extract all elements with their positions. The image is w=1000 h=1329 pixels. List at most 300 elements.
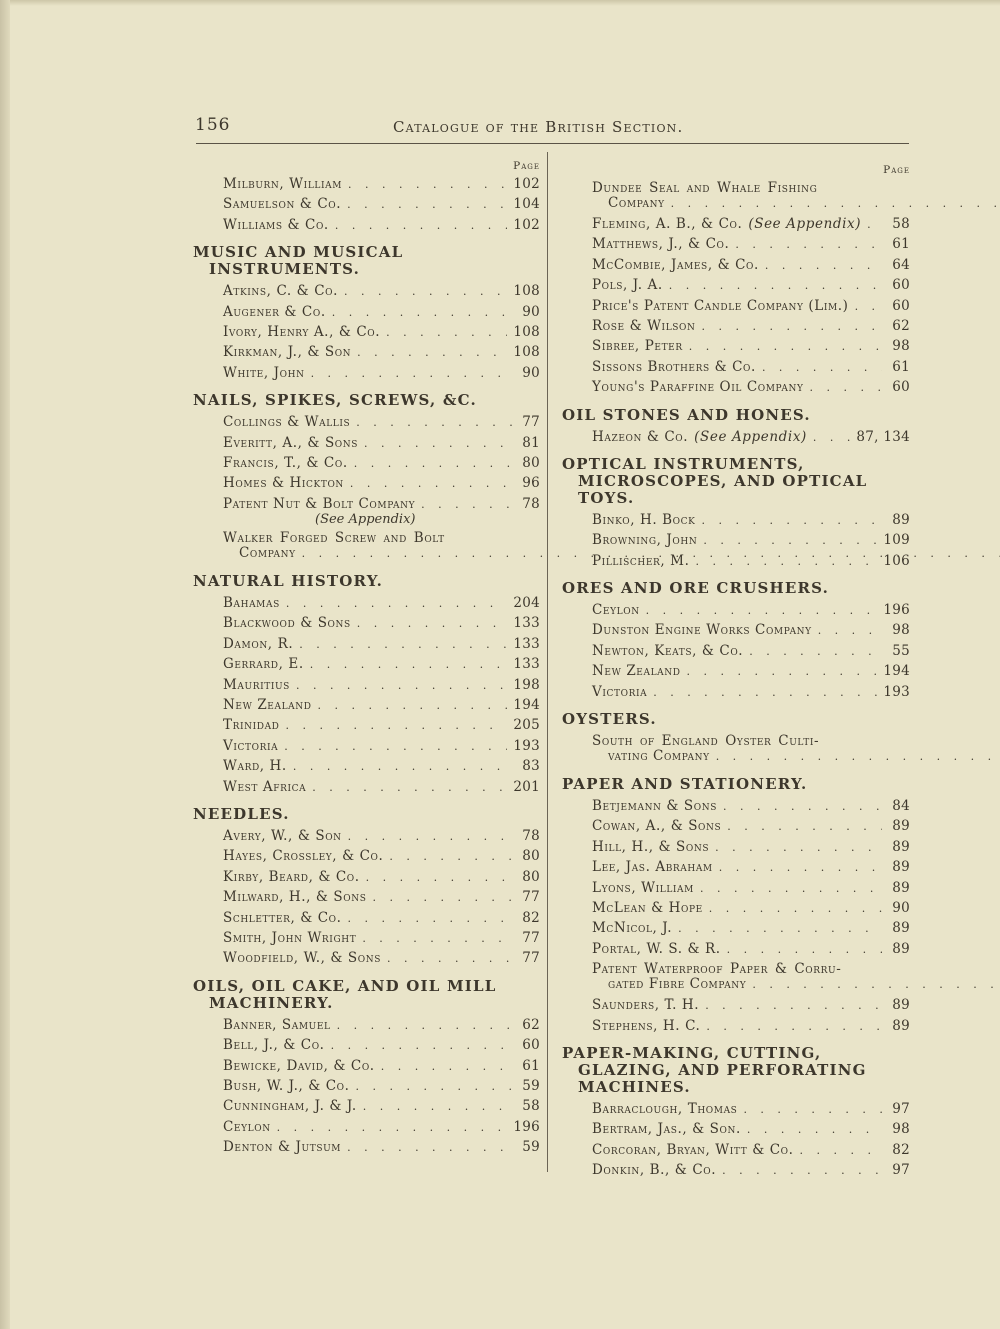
index-section (193, 978, 540, 1158)
entry-name: New Zealand (592, 663, 681, 680)
leader-dots (286, 716, 508, 736)
index-entry (193, 412, 540, 432)
entry-name-continuation: gated Fibre Company (608, 976, 747, 993)
index-entry (562, 296, 910, 316)
index-entry (562, 214, 910, 234)
leader-dots (372, 888, 512, 908)
entry-page: 82 (892, 1141, 910, 1158)
entry-page: 204 (513, 595, 540, 612)
entry-name: Everitt, A., & Sons (223, 434, 359, 451)
entry-name: Trinidad (223, 717, 280, 734)
entry-name: Mauritius (223, 676, 290, 693)
entry-page: 96 (522, 475, 540, 492)
index-entry (562, 377, 910, 397)
leader-dots (364, 434, 512, 454)
entry-page: 133 (513, 615, 540, 632)
index-entry (193, 846, 540, 866)
entry-name: Dundee Seal and Whale Fishing (592, 180, 818, 196)
index-entry (562, 600, 910, 620)
entry-name: Ivory, Henry A., & Co. (223, 323, 381, 340)
index-entry (562, 837, 910, 857)
index-entry (562, 1119, 910, 1139)
entry-page: 98 (892, 622, 910, 639)
entry-page: 109 (883, 532, 910, 549)
index-entry (562, 1160, 910, 1180)
section-heading: PAPER AND STATIONERY. (562, 775, 808, 794)
entry-page: 201 (513, 778, 540, 795)
leader-dots (743, 1100, 882, 1120)
entry-name: Ward, H. (223, 758, 287, 775)
index-entry (562, 178, 910, 214)
entry-name: Bewicke, David, & Co. (223, 1057, 375, 1074)
leader-dots (310, 655, 508, 675)
entry-page: 77 (522, 929, 540, 946)
entry-page: 89 (892, 838, 910, 855)
index-entry (193, 433, 540, 453)
leader-dots (727, 940, 882, 960)
index-entry (193, 908, 540, 928)
entry-name: Lyons, William (592, 879, 694, 896)
index-entry (562, 427, 910, 447)
entry-name: Sibree, Peter (592, 338, 683, 355)
index-entry (193, 654, 540, 674)
entry-page: 194 (883, 663, 910, 680)
entry-page: 98 (892, 1121, 910, 1138)
entry-page: 83 (522, 758, 540, 775)
entry-page: 97 (892, 1100, 910, 1117)
entry-note: (See Appendix) (748, 216, 862, 232)
index-entry (562, 796, 910, 816)
entry-name: Atkins, C. & Co. (223, 283, 338, 300)
leader-dots (719, 858, 882, 878)
entry-page: 61 (892, 358, 910, 375)
index-entry (562, 918, 910, 938)
section-heading: OPTICAL INSTRUMENTS, MICROSCOPES, AND OPTICAL TOYS. (562, 454, 868, 507)
index-entry (193, 1096, 540, 1116)
index-section (193, 573, 540, 797)
entry-name: Bahamas (223, 595, 280, 612)
leader-dots (646, 601, 878, 621)
entry-page: 193 (513, 737, 540, 754)
leader-dots (689, 337, 882, 357)
entry-name: Dunston Engine Works Company (592, 622, 812, 639)
index-entry (193, 302, 540, 322)
section-heading: NAILS, SPIKES, SCREWS, &C. (193, 391, 477, 410)
entry-page: 82 (522, 909, 540, 926)
entry-page: 60 (522, 1037, 540, 1054)
index-entry (562, 661, 910, 681)
page-edge (0, 0, 10, 1329)
page-label: Page (513, 160, 540, 172)
entry-name-block (592, 734, 1000, 764)
leader-dots (765, 256, 882, 276)
leader-dots (381, 1057, 512, 1077)
entry-page: 60 (892, 277, 910, 294)
header-rule (196, 143, 909, 144)
entry-page: 60 (892, 297, 910, 314)
leader-dots (705, 996, 882, 1016)
entry-page: 59 (522, 1077, 540, 1094)
index-section (562, 776, 910, 1036)
index-entry (562, 939, 910, 959)
entry-name: South of England Oyster Culti- (592, 733, 820, 750)
index-entry (562, 620, 910, 640)
leader-dots (293, 757, 512, 777)
index-section (562, 711, 910, 767)
leader-dots (669, 276, 882, 296)
column-divider (547, 152, 548, 1172)
entry-name: Bertram, Jas., & Son. (592, 1121, 741, 1138)
leader-dots (389, 847, 512, 867)
entry-page: 102 (513, 216, 540, 233)
leader-dots (350, 474, 512, 494)
entry-name: Walker Forged Screw and Bolt (223, 530, 445, 547)
index-entry (193, 1056, 540, 1076)
entry-page: 193 (883, 683, 910, 700)
entry-name-continuation: Company (239, 545, 296, 562)
entry-page: 90 (522, 303, 540, 320)
leader-dots (347, 1138, 512, 1158)
entry-name: Milward, H., & Sons (223, 889, 367, 906)
index-entry (193, 887, 540, 907)
entry-name: Woodfield, W., & Sons (223, 950, 381, 967)
entry-name: Betjemann & Sons (592, 798, 718, 815)
entry-name: Avery, W., & Son (223, 827, 342, 844)
entry-name: Francis, T., & Co. (223, 454, 348, 471)
entry-name: Patent Waterproof Paper & Corru- (592, 961, 842, 978)
index-entry (193, 363, 540, 383)
leader-dots (700, 879, 882, 899)
leader-dots (687, 662, 878, 682)
entry-page: 77 (522, 889, 540, 906)
entry-name: Samuelson & Co. (223, 196, 342, 213)
leader-dots (702, 317, 882, 337)
entry-page: 78 (522, 827, 540, 844)
page-number: 156 (195, 115, 231, 135)
page-label: Page (883, 164, 910, 176)
entry-name: Ceylon (592, 602, 640, 619)
leader-dots (348, 909, 512, 929)
index-entry (562, 336, 910, 356)
section-heading: PAPER-MAKING, CUTTING, GLAZING, AND PERFORATING MACHINES. (562, 1043, 867, 1096)
entry-name: Lee, Jas. Abraham (592, 859, 713, 876)
leader-dots (813, 428, 850, 448)
index-entry (193, 215, 540, 235)
index-entry (193, 528, 540, 564)
entry-page: 106 (883, 552, 910, 569)
index-entry (562, 1140, 910, 1160)
index-entry (193, 826, 540, 846)
leader-dots (867, 215, 882, 235)
section-heading: OILS, OIL CAKE, AND OIL MILL MACHINERY. (193, 976, 497, 1012)
entry-page: 80 (522, 454, 540, 471)
index-section (193, 392, 540, 564)
leader-dots (363, 1097, 512, 1117)
leader-dots (810, 378, 882, 398)
entry-name: Matthews, J., & Co. (592, 236, 730, 253)
entry-page: 89 (892, 818, 910, 835)
index-entry (562, 316, 910, 336)
entry-page: 61 (522, 1057, 540, 1074)
index-entry (562, 530, 910, 550)
leader-dots (752, 977, 1000, 992)
index-entry (562, 682, 910, 702)
index-section (193, 806, 540, 969)
index-entry (562, 551, 910, 571)
leader-dots (332, 303, 512, 323)
entry-name: Gerrard, E. (223, 656, 304, 673)
index-entry (193, 777, 540, 797)
index-entry (193, 1117, 540, 1137)
leader-dots (344, 282, 507, 302)
leader-dots (800, 1141, 882, 1161)
index-entry (193, 948, 540, 968)
entry-page: 108 (513, 323, 540, 340)
index-entry (562, 959, 910, 995)
leader-dots (386, 323, 507, 343)
entry-name: Augener & Co. (223, 303, 326, 320)
entry-name: Blackwood & Sons (223, 615, 351, 632)
entry-name: Stephens, H. C. (592, 1017, 701, 1034)
entry-note: (See Appendix) (694, 428, 807, 445)
entry-name: Portal, W. S. & R. (592, 940, 721, 957)
entry-name: Cowan, A., & Sons (592, 818, 722, 835)
entry-name: Banner, Samuel (223, 1016, 331, 1033)
index-entry (562, 510, 910, 530)
entry-page: 60 (892, 379, 910, 396)
entry-name: New Zealand (223, 697, 312, 714)
entry-name: Bell, J., & Co. (223, 1037, 325, 1054)
entry-page: 198 (513, 676, 540, 693)
entry-name: Binko, H. Bock (592, 511, 696, 528)
index-entry (562, 1099, 910, 1119)
leader-dots (335, 216, 508, 236)
entry-page: 98 (892, 338, 910, 355)
index-entry (562, 275, 910, 295)
leader-dots (706, 1017, 882, 1037)
index-entry (193, 715, 540, 735)
index-entry (562, 878, 910, 898)
leader-dots (286, 594, 507, 614)
index-entry (562, 357, 910, 377)
entry-page: 84 (892, 798, 910, 815)
leader-dots (715, 838, 882, 858)
entry-page: 89 (892, 1017, 910, 1034)
leader-dots (357, 614, 508, 634)
index-entry (193, 1076, 540, 1096)
entry-name: Williams & Co. (223, 216, 329, 233)
index-entry (193, 281, 540, 301)
leader-dots (723, 797, 882, 817)
leader-dots (331, 1036, 512, 1056)
entry-page: 89 (892, 879, 910, 896)
entry-name: Young's Paraffine Oil Company (592, 379, 804, 396)
entry-name: Corcoran, Bryan, Witt & Co. (592, 1141, 794, 1158)
entry-name-continuation: Company (608, 195, 665, 211)
index-section (193, 244, 540, 383)
entry-page: 58 (522, 1098, 540, 1115)
leader-dots (354, 454, 512, 474)
entry-page: 97 (892, 1162, 910, 1179)
entry-name: Schletter, & Co. (223, 909, 342, 926)
entry-page: 81 (522, 434, 540, 451)
entry-name-block (592, 962, 1000, 992)
section-heading: ORES AND ORE CRUSHERS. (562, 579, 830, 598)
entry-name: Cunningham, J. & J. (223, 1098, 357, 1115)
leader-dots (747, 1120, 882, 1140)
entry-name: McCombie, James, & Co. (592, 256, 759, 273)
entry-name: Homes & Hickton (223, 475, 344, 492)
entry-page: 89 (892, 859, 910, 876)
entry-name: Ceylon (223, 1118, 271, 1135)
entry-page: 194 (513, 697, 540, 714)
entry-page: 62 (522, 1016, 540, 1033)
entry-page: 59 (522, 1139, 540, 1156)
entry-page: 90 (522, 364, 540, 381)
index-entry (562, 731, 910, 767)
leader-dots (818, 621, 882, 641)
leader-dots (722, 1161, 882, 1181)
entry-name-continued (592, 977, 1000, 992)
leader-dots (366, 868, 512, 888)
entry-page: 78 (522, 495, 540, 512)
index-entry (193, 1137, 540, 1157)
entry-name: Pillischer, M. (592, 552, 690, 569)
index-section (562, 407, 910, 447)
entry-page: 89 (892, 997, 910, 1014)
leader-dots (701, 511, 882, 531)
entry-name: Victoria (592, 683, 648, 700)
entry-name: Damon, R. (223, 635, 294, 652)
entry-name-block (592, 181, 1000, 211)
entry-page: 89 (892, 940, 910, 957)
leader-dots (387, 949, 512, 969)
entry-name-continuation: vating Company (608, 748, 710, 765)
section-heading: NATURAL HISTORY. (193, 572, 384, 591)
index-section (562, 1045, 910, 1181)
entry-name: Hayes, Crossley, & Co. (223, 848, 384, 865)
leader-dots (727, 817, 882, 837)
leader-dots (347, 195, 507, 215)
entry-name: Kirby, Beard, & Co. (223, 868, 360, 885)
entry-page: 205 (513, 717, 540, 734)
entry-page: 133 (513, 656, 540, 673)
entry-name: West Africa (223, 778, 307, 795)
leader-dots (357, 343, 507, 363)
entry-page: 89 (892, 511, 910, 528)
entry-page: 102 (513, 176, 540, 192)
index-entry (193, 867, 540, 887)
leader-dots (296, 676, 507, 696)
entry-name: Patent Nut & Bolt Company (223, 495, 416, 512)
leader-dots (318, 696, 508, 716)
running-head: Catalogue of the British Section. (393, 118, 684, 136)
entry-name: Browning, John (592, 532, 698, 549)
index-entry (562, 234, 910, 254)
section-heading: OYSTERS. (562, 710, 657, 729)
index-entry (193, 473, 540, 493)
leader-dots (312, 778, 507, 798)
index-entry (193, 174, 540, 194)
index-entry (562, 1016, 910, 1036)
entry-name: White, John (223, 364, 305, 381)
section-heading: NEEDLES. (193, 804, 290, 823)
leader-dots (653, 683, 877, 703)
leader-dots (696, 552, 878, 572)
entry-page: 104 (513, 196, 540, 213)
leader-dots (749, 642, 882, 662)
entry-name: Saunders, T. H. (592, 997, 700, 1014)
entry-name: Smith, John Wright (223, 929, 357, 946)
leader-dots (348, 827, 512, 847)
entry-page: 196 (883, 602, 910, 619)
entry-name: Donkin, B., & Co. (592, 1162, 717, 1179)
entry-page: 77 (522, 414, 540, 431)
entry-page: 108 (513, 283, 540, 300)
index-entry (193, 736, 540, 756)
entry-name: Bush, W. J., & Co. (223, 1077, 350, 1094)
leader-dots (348, 175, 507, 195)
leader-dots (855, 297, 882, 317)
entry-name: Milburn, William (223, 176, 343, 192)
entry-page: 108 (513, 344, 540, 361)
entry-page: 80 (522, 848, 540, 865)
index-entry (193, 675, 540, 695)
leader-dots (311, 364, 512, 384)
entry-name: Denton & Jutsum (223, 1139, 342, 1156)
entry-page: 133 (513, 635, 540, 652)
entry-page: 89 (892, 920, 910, 937)
entry-name: Pols, J. A. (592, 277, 663, 294)
index-entry (193, 1035, 540, 1055)
entry-name: Newton, Keats, & Co. (592, 642, 744, 659)
entry-name: Hill, H., & Sons (592, 838, 710, 855)
right-column (562, 162, 910, 1181)
index-entry (562, 816, 910, 836)
index-entry (193, 613, 540, 633)
page-edge (0, 0, 1000, 6)
entry-name: Barraclough, Thomas (592, 1100, 738, 1117)
left-column (193, 158, 540, 1157)
leader-dots (277, 1118, 508, 1138)
leader-dots (421, 495, 512, 515)
entry-name: McNicol, J. (592, 920, 673, 937)
index-entry (193, 453, 540, 473)
leader-dots (299, 635, 507, 655)
index-entry (193, 593, 540, 613)
leader-dots (735, 235, 882, 255)
entry-page: 55 (892, 642, 910, 659)
entry-page: 58 (892, 216, 910, 232)
index-entry (562, 857, 910, 877)
entry-page: 77 (522, 950, 540, 967)
entry-name: Collings & Wallis (223, 414, 351, 431)
index-entry (562, 641, 910, 661)
leader-dots (671, 196, 1000, 211)
entry-name: Sissons Brothers & Co. (592, 358, 756, 375)
entry-name-continued (592, 749, 1000, 764)
leader-dots (284, 737, 507, 757)
entry-name: Price's Patent Candle Company (Lim.) (592, 297, 849, 314)
index-entry (562, 255, 910, 275)
index-entry (193, 194, 540, 214)
entry-note: (See Appendix) (315, 512, 416, 528)
entry-name: McLean & Hope (592, 899, 703, 916)
entry-page: 80 (522, 868, 540, 885)
index-entry (562, 898, 910, 918)
entry-name: Kirkman, J., & Son (223, 344, 352, 361)
entry-name: Fleming, A. B., & Co. (592, 216, 743, 232)
